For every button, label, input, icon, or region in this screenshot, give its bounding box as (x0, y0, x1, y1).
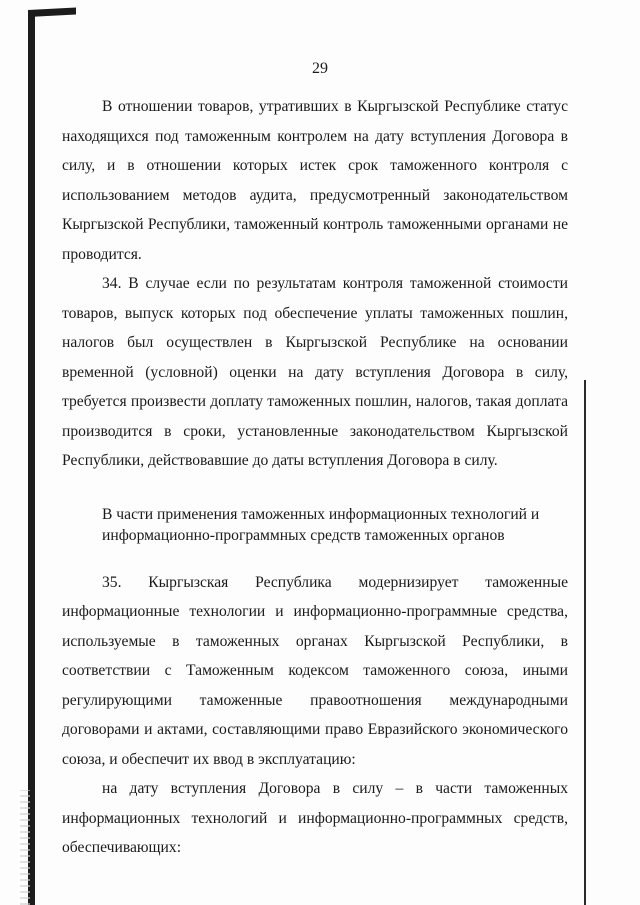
paragraph-34: 34. В случае если по результатам контроля таможенной стоимости товаров, выпуск которых под обеспечение уплаты таможенных пошлин, налогов был осуществлен в Кыргызской Республике на основании временной (условной) оценки на дату вступления Договора в силу, требуется произвести доплату таможенных пошлин, налогов, такая доплата производится в сроки, установленные законодательством Кыргызской Республики, действовавшие до даты вступления Договора в силу. (62, 275, 568, 469)
scan-border-left (28, 10, 35, 905)
section-heading: В части применения таможенных информационных технологий и информационно-программных средств таможенных органов (102, 505, 540, 544)
scan-noise (20, 790, 30, 905)
scan-border-top (28, 7, 76, 17)
page-number: 29 (312, 60, 328, 77)
paragraph-goods-status: В отношении товаров, утративших в Кыргызской Республике статус находящихся под таможенным контролем на дату вступления Договора в силу, и в отношении которых истек срок таможенного контроля с использованием методов аудита, предусмотренный законодательством Кыргызской Республики, таможенный контроль таможенными органами не проводится. (62, 98, 568, 263)
document-body (62, 92, 568, 863)
paragraph-35-item: на дату вступления Договора в силу – в части таможенных информационных технологий и информационно-программных средств, обеспечивающих: (62, 780, 568, 856)
paragraph-35: 35. Кыргызская Республика модернизирует таможенные информационные технологии и информационно-программные средства, используемые в таможенных органах Кыргызской Республики, в соответствии с Таможенным кодексом таможенного союза, иными регулирующими таможенные правоотношения международными договорами и актами, составляющими право Евразийского экономического союза, и обеспечит их ввод в эксплуатацию: (62, 573, 568, 768)
scan-border-right (584, 380, 586, 905)
